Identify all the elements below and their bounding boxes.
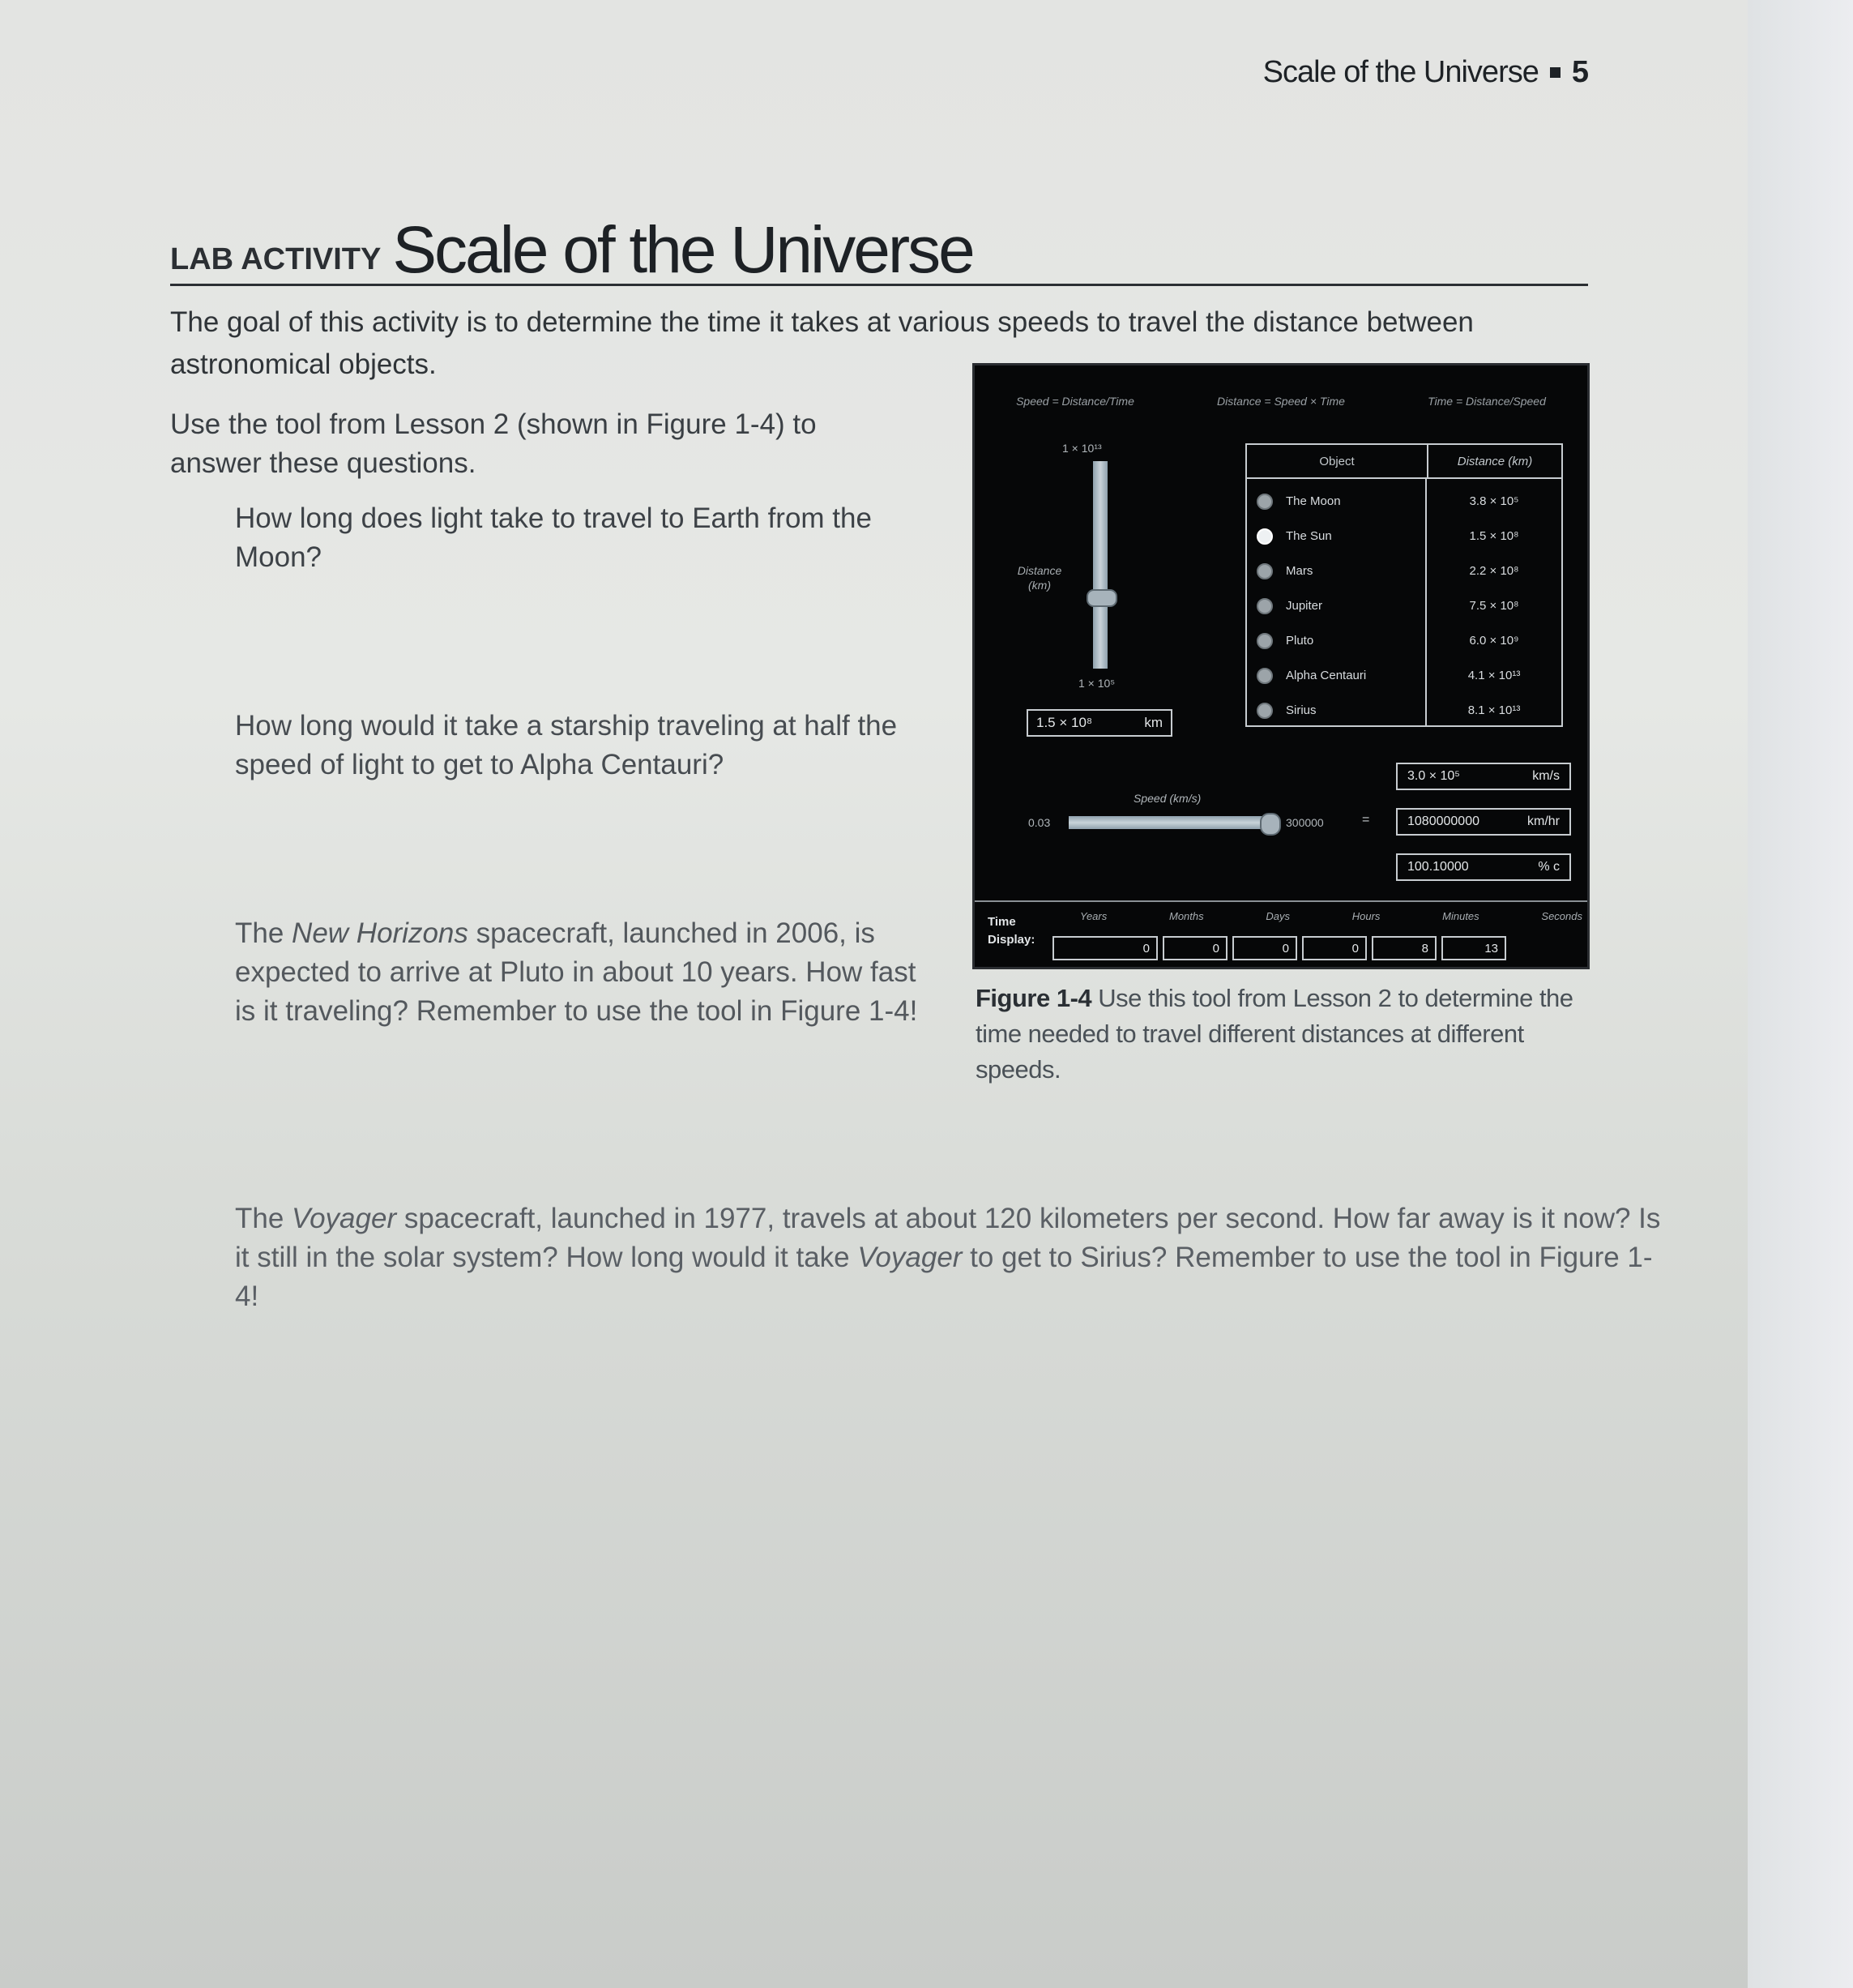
speed-slider-thumb[interactable] (1260, 813, 1281, 836)
object-table (1245, 443, 1563, 727)
radio-button-selected-icon[interactable] (1257, 528, 1273, 545)
object-distance: 7.5 × 10⁸ (1469, 599, 1519, 613)
object-row-sun[interactable] (1247, 519, 1425, 554)
distance-value: 1.5 × 10⁸ (1036, 715, 1093, 730)
distance-axis-label: Distance (km) (1017, 564, 1062, 592)
object-row-mars[interactable] (1247, 554, 1425, 588)
time-value-fields (1052, 936, 1581, 960)
page-number: 5 (1571, 55, 1588, 89)
page-edge (1748, 0, 1853, 1988)
question-4 (235, 1199, 1661, 1316)
object-row-alpha-centauri[interactable] (1247, 658, 1425, 693)
question-4-italic-2: Voyager (857, 1242, 963, 1273)
figure-caption-text: Use this tool from Lesson 2 to determine the time needed to travel different distances at different speeds. (976, 984, 1573, 1084)
object-distance: 2.2 × 10⁸ (1469, 564, 1519, 578)
years-field[interactable]: 0 (1052, 936, 1158, 960)
object-row-jupiter[interactable] (1247, 588, 1425, 623)
question-2: How long would it take a starship traveling at half the speed of light to get to Alpha Centauri? (235, 710, 898, 780)
activity-heading (170, 162, 1588, 286)
intro-paragraph: The goal of this activity is to determine the time it takes at various speeds to travel the distance between astronomical objects. (170, 306, 1474, 380)
running-head-title: Scale of the Universe (1262, 55, 1539, 89)
speed-kms-unit: km/s (1532, 769, 1560, 783)
speed-percent-c-field[interactable] (1396, 853, 1571, 881)
object-row-sirius[interactable] (1247, 693, 1425, 728)
instruction-paragraph: Use the tool from Lesson 2 (shown in Figure 1-4) to answer these questions. (170, 408, 817, 479)
speed-slider-max: 300000 (1286, 816, 1324, 829)
months-field[interactable]: 0 (1163, 936, 1228, 960)
question-3-text-a: The (235, 917, 292, 949)
object-table-header (1247, 445, 1561, 479)
figure-caption (976, 981, 1575, 1088)
distance-slider-track[interactable] (1093, 461, 1108, 669)
days-field[interactable]: 0 (1232, 936, 1297, 960)
months-header: Months (1168, 910, 1204, 922)
page-title: Scale of the Universe (392, 213, 973, 287)
time-label-line-1: Time (988, 915, 1016, 929)
time-display-panel (975, 900, 1587, 968)
distance-slider-min: 1 × 10⁵ (1078, 677, 1116, 690)
speed-kms-field[interactable] (1396, 763, 1571, 790)
running-head (1263, 55, 1588, 90)
speed-percent-unit: % c (1538, 860, 1560, 874)
speed-kmh-unit: km/hr (1527, 814, 1560, 828)
object-row-moon[interactable] (1247, 484, 1425, 519)
square-bullet-icon (1550, 67, 1561, 78)
object-name: The Moon (1286, 494, 1341, 508)
radio-button-icon[interactable] (1257, 494, 1273, 510)
object-name: Mars (1286, 564, 1313, 578)
question-3 (235, 914, 932, 1031)
question-4-text-a: The (235, 1203, 292, 1234)
question-4-text-b: spacecraft, launched in 1977, travels at about 120 kilometers per second. How far away is it now? Is it still in the solar system? How long would it take (235, 1203, 1661, 1273)
speed-slider-track[interactable] (1069, 816, 1273, 829)
question-3-italic: New Horizons (292, 917, 468, 949)
radio-button-icon[interactable] (1257, 563, 1273, 579)
question-1: How long does light take to travel to Earth from the Moon? (235, 502, 872, 573)
object-distance: 1.5 × 10⁸ (1469, 529, 1519, 543)
lab-activity-label: LAB ACTIVITY (170, 242, 382, 276)
radio-button-icon[interactable] (1257, 703, 1273, 719)
hours-header: Hours (1351, 910, 1381, 922)
object-column-header: Object (1247, 445, 1428, 477)
years-header: Years (1080, 910, 1108, 922)
minutes-header: Minutes (1442, 910, 1479, 922)
time-display-label (988, 913, 1035, 949)
time-label-line-2: Display: (988, 933, 1035, 947)
object-name: Pluto (1286, 634, 1314, 648)
speed-slider-min: 0.03 (1028, 816, 1051, 829)
object-row-pluto[interactable] (1247, 623, 1425, 658)
question-4-text-c: to get to Sirius? Remember to use the tool in Figure 1-4! (235, 1242, 1653, 1312)
minutes-field[interactable]: 8 (1372, 936, 1437, 960)
radio-button-icon[interactable] (1257, 633, 1273, 649)
radio-button-icon[interactable] (1257, 668, 1273, 684)
speed-percent-value: 100.10000 (1407, 860, 1469, 874)
object-name: Alpha Centauri (1286, 669, 1367, 682)
formula-row (975, 395, 1587, 408)
question-4-italic-1: Voyager (292, 1203, 397, 1234)
time-unit-headers (1080, 910, 1582, 922)
days-header: Days (1266, 910, 1290, 922)
formula-time: Time = Distance/Speed (1428, 395, 1546, 408)
distance-column-header: Distance (km) (1457, 454, 1533, 468)
speed-slider-label: Speed (km/s) (1134, 792, 1202, 805)
figure-caption-label: Figure 1-4 (976, 984, 1092, 1012)
formula-speed: Speed = Distance/Time (1016, 395, 1134, 408)
speed-kmh-value: 1080000000 (1407, 814, 1479, 828)
object-distance: 3.8 × 10⁵ (1469, 494, 1519, 508)
radio-button-icon[interactable] (1257, 598, 1273, 614)
formula-distance: Distance = Speed × Time (1217, 395, 1345, 408)
seconds-header: Seconds (1541, 910, 1582, 922)
distance-slider-thumb[interactable] (1087, 589, 1117, 607)
object-distance: 4.1 × 10¹³ (1467, 669, 1521, 682)
object-distance: 8.1 × 10¹³ (1467, 703, 1521, 717)
distance-slider-max: 1 × 10¹³ (1062, 442, 1102, 455)
distance-unit: km (1144, 715, 1163, 730)
object-name: Sirius (1286, 703, 1317, 717)
question-3-text-b: spacecraft, launched in 2006, is expected to arrive at Pluto in about 10 years. How fast is it traveling? Remember to use the tool in Figure 1-4! (235, 917, 918, 1027)
equals-sign: = (1362, 813, 1370, 827)
object-name: Jupiter (1286, 599, 1323, 613)
object-distance: 6.0 × 10⁹ (1469, 634, 1519, 648)
speed-kmh-field[interactable] (1396, 808, 1571, 836)
speed-kms-value: 3.0 × 10⁵ (1407, 769, 1460, 783)
object-name: The Sun (1286, 529, 1332, 543)
hours-field[interactable]: 0 (1302, 936, 1367, 960)
scale-tool-figure (972, 363, 1590, 969)
seconds-field[interactable]: 13 (1441, 936, 1506, 960)
distance-field[interactable] (1027, 709, 1172, 737)
